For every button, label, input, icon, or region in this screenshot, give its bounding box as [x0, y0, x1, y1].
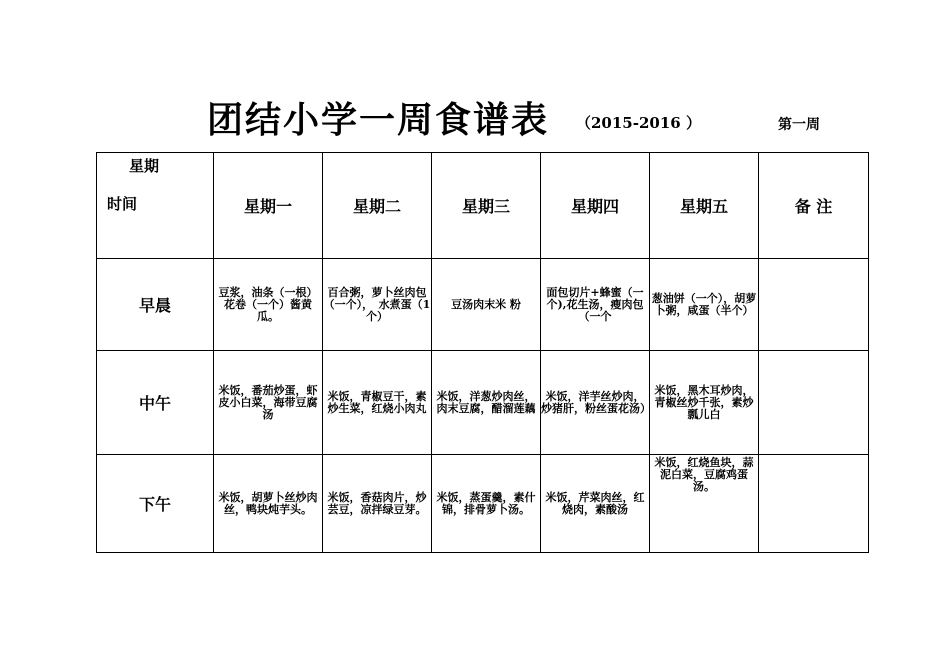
school-year: （2015-2016 ） [576, 114, 701, 132]
meal-cell: 米饭，番茄炒蛋，虾皮小白菜，海带豆腐汤 [214, 351, 323, 455]
header-row [97, 153, 869, 259]
meal-cell: 米饭，青椒豆干，素炒生菜，红烧小肉丸 [323, 351, 432, 455]
meal-cell: 百合粥，萝卜丝肉包（一个）， 水煮蛋（1个） [323, 259, 432, 351]
corner-weekday-label: 星期 [129, 157, 160, 175]
meal-cell: 米饭，洋葱炒肉丝，肉末豆腐，醋溜莲藕 [432, 351, 541, 455]
remark-cell [759, 455, 869, 553]
page-title: 团结小学一周食谱表 [207, 99, 550, 141]
meal-cell: 米饭，胡萝卜丝炒肉丝，鸭块炖芋头。 [214, 455, 323, 553]
week-label: 第一周 [778, 117, 820, 133]
meal-cell: 豆汤肉末米 粉 [432, 259, 541, 351]
meal-cell: 米饭，洋芋丝炒肉，炒猪肝，粉丝蛋花汤） [541, 351, 650, 455]
table-row-lunch [97, 351, 869, 455]
meal-cell: 豆浆，油条（一根）花卷（一个）酱黄瓜。 [214, 259, 323, 351]
meal-cell: 米饭，黑木耳炒肉，青椒丝炒千张，素炒瓢儿白 [650, 351, 759, 455]
menu-table [96, 152, 869, 553]
meal-cell: 米饭，芹菜肉丝，红烧肉，素酸汤 [541, 455, 650, 553]
table-row-afternoon [97, 455, 869, 553]
header-remarks: 备 注 [759, 153, 869, 259]
meal-cell: 面包切片+蜂蜜（一个),花生汤，瘦肉包（一个 [541, 259, 650, 351]
remark-cell [759, 259, 869, 351]
header-friday: 星期五 [650, 153, 759, 259]
corner-time-label: 时间 [107, 195, 138, 213]
meal-cell: 米饭，蒸蛋羹，素什锦，排骨萝卜汤。 [432, 455, 541, 553]
meal-cell: 米饭，香菇肉片，炒芸豆，凉拌绿豆芽。 [323, 455, 432, 553]
meal-cell: 米饭，红烧鱼块，蒜泥白菜，豆腐鸡蛋汤。 [650, 455, 759, 553]
row-label-lunch: 中午 [97, 351, 214, 455]
header-monday: 星期一 [214, 153, 323, 259]
meal-cell: 葱油饼（一个），胡萝卜粥，咸蛋（半个） [650, 259, 759, 351]
remark-cell [759, 351, 869, 455]
header-corner-cell [97, 153, 214, 259]
header-thursday: 星期四 [541, 153, 650, 259]
row-label-breakfast: 早晨 [97, 259, 214, 351]
header-tuesday: 星期二 [323, 153, 432, 259]
header-wednesday: 星期三 [432, 153, 541, 259]
table-row-breakfast [97, 259, 869, 351]
row-label-afternoon: 下午 [97, 455, 214, 553]
